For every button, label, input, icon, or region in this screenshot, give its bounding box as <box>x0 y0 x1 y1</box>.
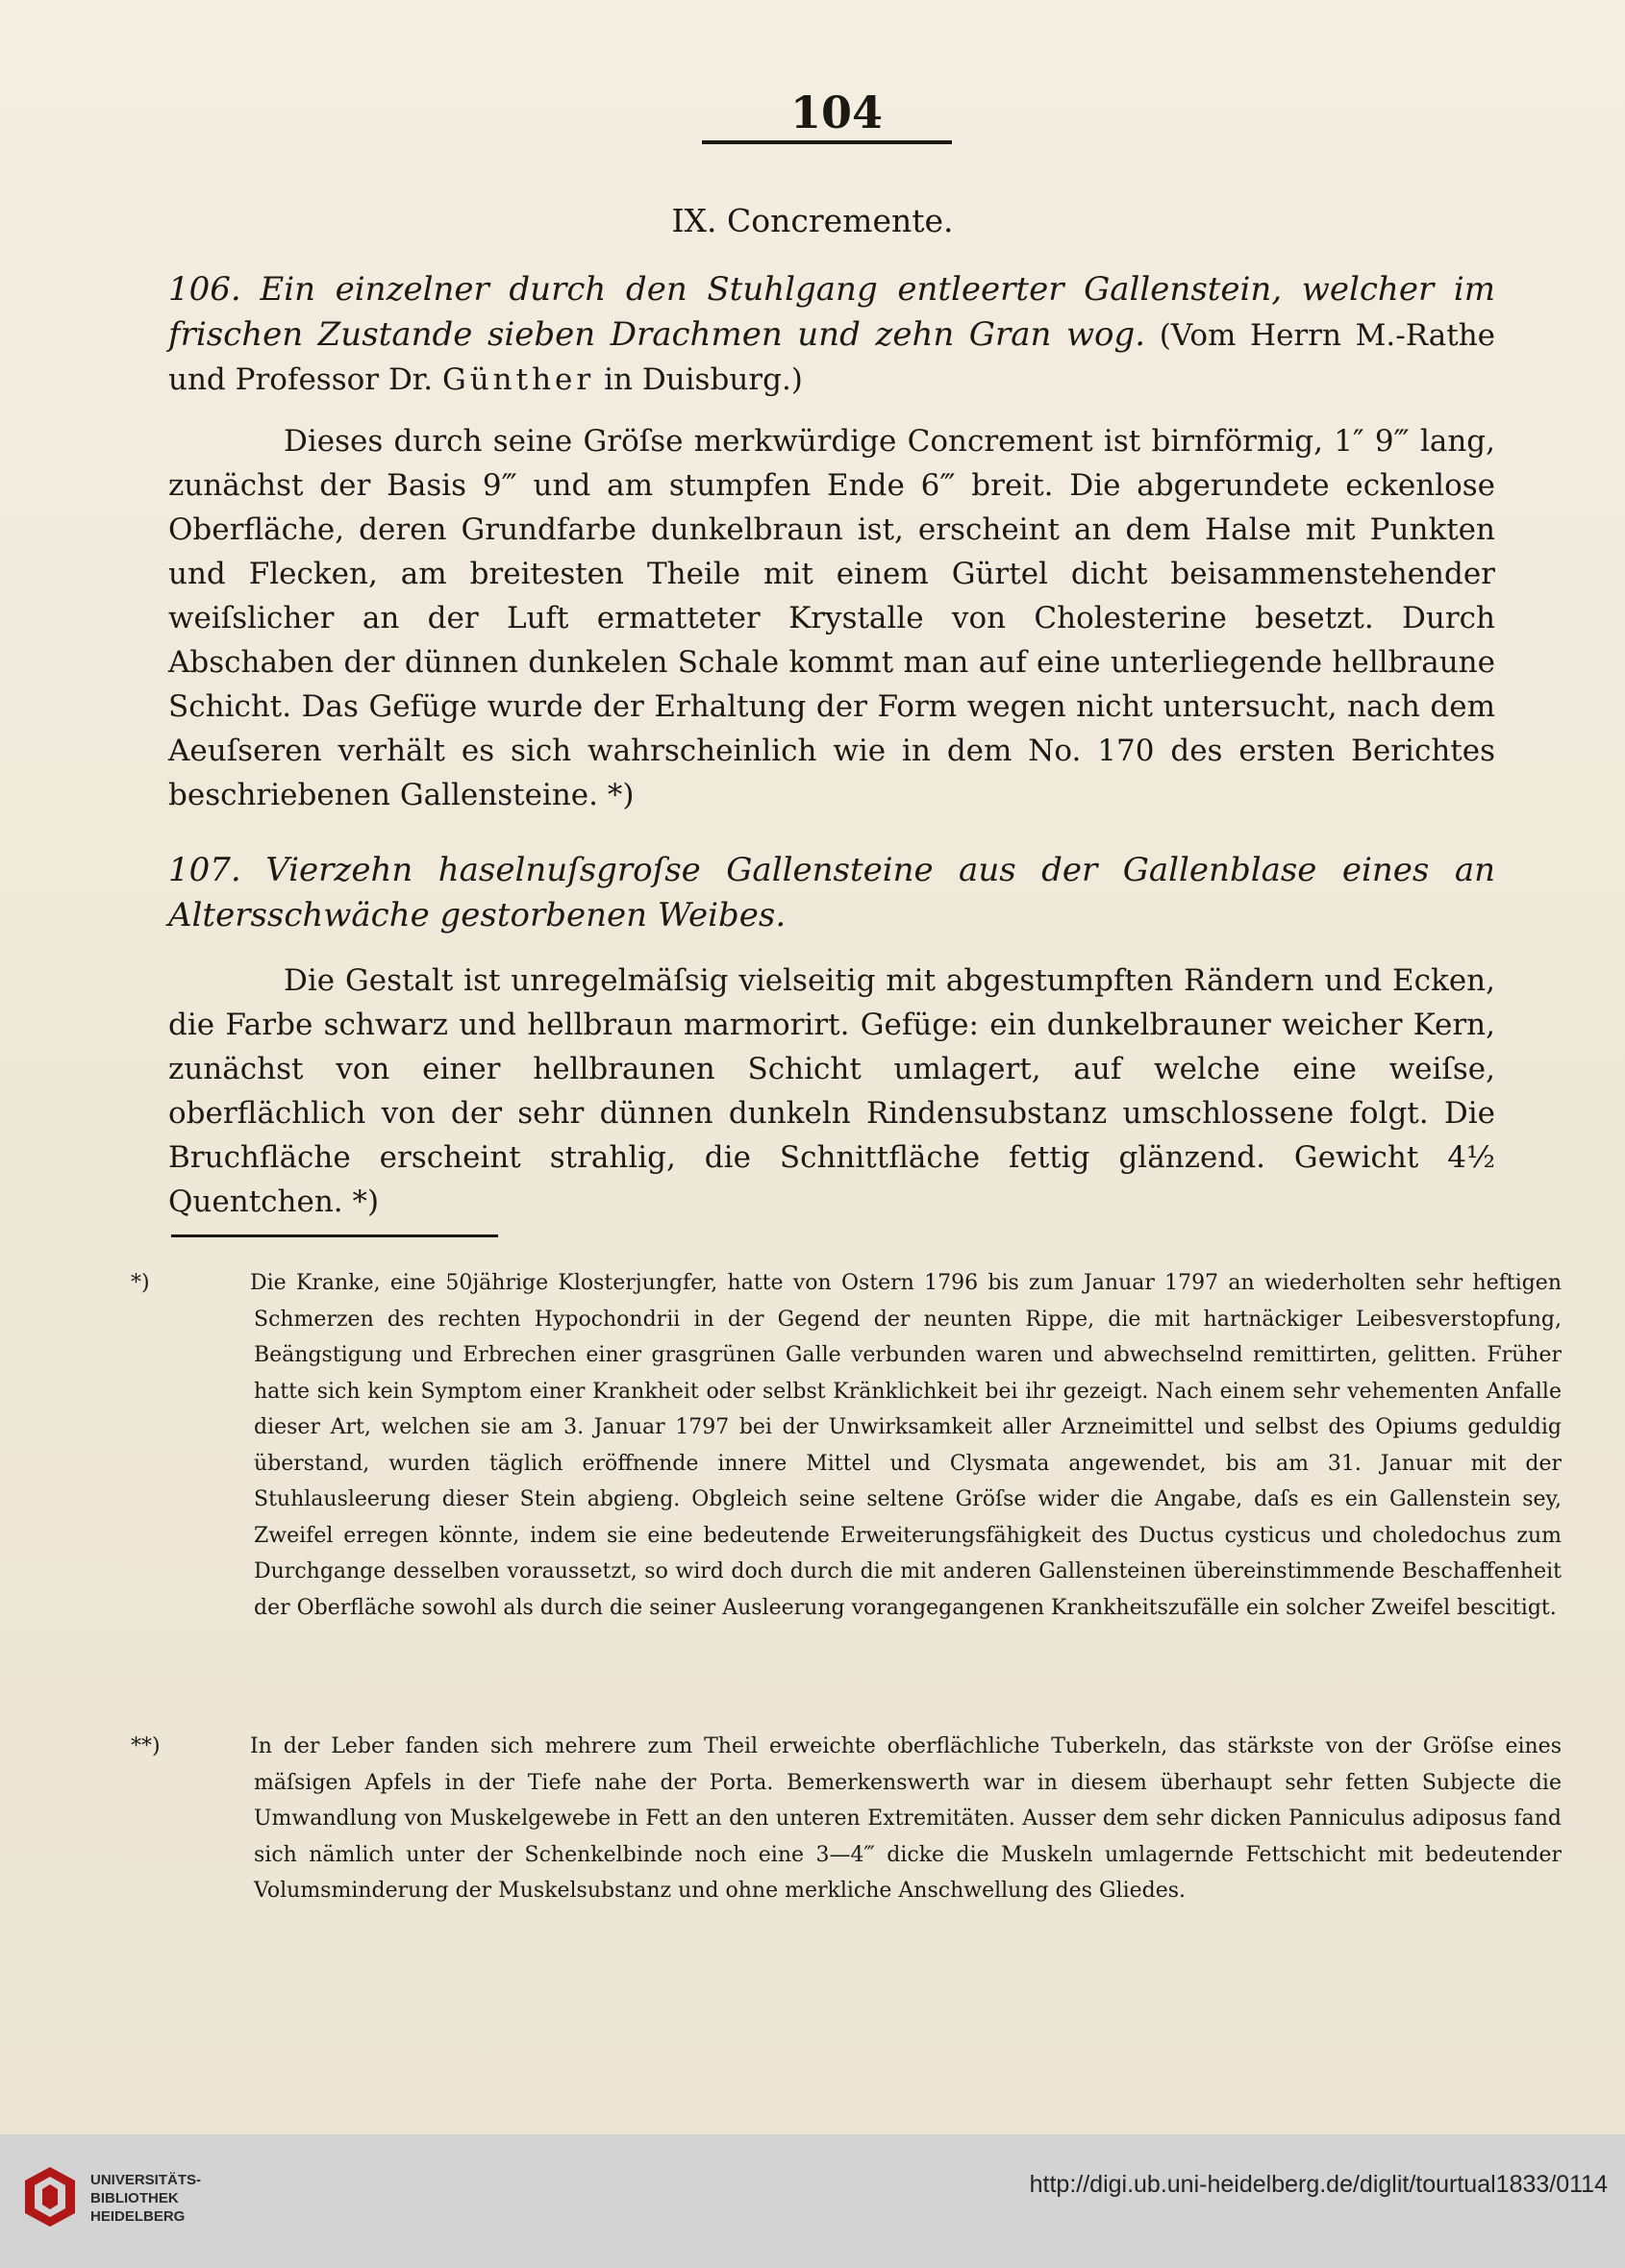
footer-bar <box>0 2134 1625 2268</box>
logo-line-1: UNIVERSITÄTS- <box>90 2172 202 2188</box>
page-number-rule <box>702 140 952 144</box>
entry-107-heading <box>168 848 1495 938</box>
footnote-2-mark: **) <box>131 1734 161 1758</box>
library-logo-text <box>90 2171 244 2226</box>
footnote-1-text: Die Kranke, eine 50jährige Klosterjungfer, hatte von Ostern 1796 bis zum Januar 1797 an wiederholten sehr heftigen Schmerzen des rechten Hypochondrii in der Gegend der neunten Rippe, die mit hartnäckiger Leibesverstopfung, Beängstigung und Erbrechen einer grasgrünen Galle verbunden waren und abwechselnd remittirten, gelitten. Früher hatte sich kein Symptom einer Krankheit oder selbst Kränklichkeit bei ihr gezeigt. Nach einem sehr vehementen Anfalle dieser Art, welchen sie am 3. Januar 1797 bei der Unwirksamkeit aller Arzneimittel und selbst des Opiums geduldig überstand, wurden täglich eröffnende innere Mittel und Clysmata angewendet, bis am 31. Januar mit der Stuhlausleerung dieser Stein abgieng. Obgleich seine seltene Gröſse wider die Angabe, daſs es ein Gallenstein sey, Zweifel erregen könnte, indem sie eine bedeutende Erweiterungsfähigkeit des Ductus cysticus und choledochus zum Durchgange desselben voraussetzt, so wird doch durch die mit anderen Gallensteinen übereinstimmende Beschaffenheit der Oberfläche sowohl als durch die seiner Ausleerung vorangegangenen Krankheitszufälle ein solcher Zweifel bescitigt. <box>250 1271 1562 1620</box>
entry-106-number: 106. <box>168 270 241 309</box>
entry-106-title: Ein einzelner durch den Stuhlgang entleerter Gallenstein, welcher im frischen Zustande sieben Drachmen und zehn Gran wog. <box>168 270 1495 354</box>
section-heading: IX. Concremente. <box>671 202 954 239</box>
footnote-2 <box>131 1729 1562 1909</box>
page-number: 104 <box>789 87 884 138</box>
entry-107-number: 107. <box>168 851 241 889</box>
source-url[interactable]: http://digi.ub.uni-heidelberg.de/diglit/tourtual1833/0114 <box>1029 2171 1608 2198</box>
entry-106-heading <box>168 267 1495 402</box>
footnote-2-text: In der Leber fanden sich mehrere zum Theil erweichte oberflächliche Tuberkeln, das stärkste von der Gröſse eines mäſsigen Apfels in der Tiefe nahe der Porta. Bemerkenswerth war in diesem überhaupt sehr fetten Subjecte die Umwandlung von Muskelgewebe in Fett an den unteren Extremitäten. Ausser dem sehr dicken Panniculus adiposus fand sich nämlich unter der Schenkelbinde noch eine 3—4‴ dicke die Muskeln umlagernde Fettschicht mit bedeutender Volumsminderung der Muskelsubstanz und ohne merkliche Anschwellung des Gliedes. <box>250 1734 1562 1903</box>
logo-line-3: HEIDELBERG <box>90 2208 186 2225</box>
entry-107-title: Vierzehn haselnuſsgroſse Gallensteine aus der Gallenblase eines an Altersschwäche gestorbenen Weibes. <box>168 851 1495 935</box>
logo-line-2: BIBLIOTHEK <box>90 2190 179 2206</box>
entry-106-source-name: Günther <box>441 362 595 397</box>
library-logo-icon <box>21 2163 79 2231</box>
entry-106-source-after: in Duisburg.) <box>604 362 803 397</box>
footnote-1-mark: *) <box>131 1271 150 1295</box>
footnote-1 <box>131 1265 1562 1626</box>
entry-106-source-before: (Vom Herrn M.-Rathe und Professor Dr. <box>168 318 1496 397</box>
library-logo[interactable] <box>21 2163 233 2240</box>
footnote-rule <box>171 1234 498 1237</box>
entry-106-body: Dieses durch seine Gröſse merkwürdige Concrement ist birnförmig, 1″ 9‴ lang, zunächst der Basis 9‴ und am stumpfen Ende 6‴ breit. Die abgerundete eckenlose Oberfläche, deren Grundfarbe dunkelbraun ist, erscheint an dem Halse mit Punkten und Flecken, am breitesten Theile mit einem Gürtel dicht beisammenstehender weiſslicher an der Luft ermatteter Krystalle von Cholesterine besetzt. Durch Abschaben der dünnen dunkelen Schale kommt man auf eine unterliegende hellbraune Schicht. Das Gefüge wurde der Erhaltung der Form wegen nicht untersucht, nach dem Aeuſseren verhält es sich wahrscheinlich wie in dem No. 170 des ersten Berichtes beschriebenen Gallensteine. *) <box>168 424 1495 812</box>
entry-107-body: Die Gestalt ist unregelmäſsig vielseitig mit abgestumpften Rändern und Ecken, die Farbe schwarz und hellbraun marmorirt. Gefüge: ein dunkelbrauner weicher Kern, zunächst von einer hellbraunen Schicht umlagert, auf welche eine weiſse, oberflächlich von der sehr dünnen dunkeln Rindensubstanz umschlossene folgt. Die Bruchfläche erscheint strahlig, die Schnittfläche fettig glänzend. Gewicht 4½ Quentchen. *) <box>168 963 1495 1219</box>
